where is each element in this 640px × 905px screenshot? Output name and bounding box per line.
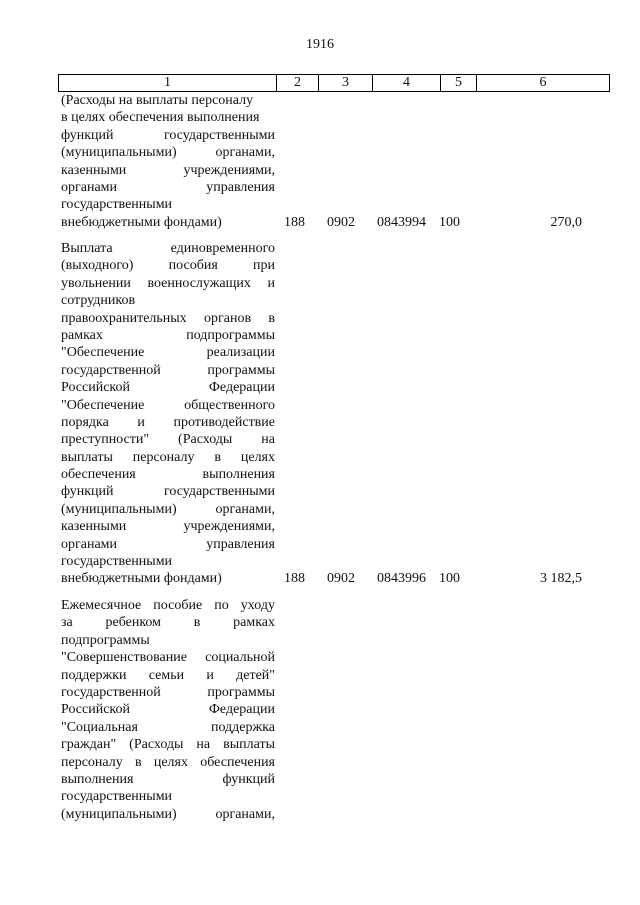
column-header-5: 5 xyxy=(441,75,477,92)
cell-col-2: 188 xyxy=(284,571,305,586)
cell-col-6: 3 182,5 xyxy=(540,571,582,586)
cell-col-2: 188 xyxy=(284,215,305,230)
row-description xyxy=(61,92,275,231)
description-line: граждан" (Расходы на выплаты xyxy=(61,737,275,753)
description-line: внебюджетными фондами) xyxy=(61,214,222,230)
description-line: выплаты персоналу в целях xyxy=(61,449,275,465)
cell-col-6: 270,0 xyxy=(550,215,582,230)
description-line: рамках подпрограммы xyxy=(61,327,275,343)
description-line: персоналу в целях обеспечения xyxy=(61,754,275,770)
description-line: в целях обеспечения выполнения xyxy=(61,110,260,126)
description-line: сотрудников xyxy=(61,293,136,309)
description-line: (выходного) пособия при xyxy=(61,258,275,274)
description-line: Российской Федерации xyxy=(61,702,275,718)
column-header-2: 2 xyxy=(277,75,319,92)
cell-col-5: 100 xyxy=(439,215,460,230)
description-line: внебюджетными фондами) xyxy=(61,571,222,587)
description-line: правоохранительных органов в xyxy=(61,310,275,326)
description-line: увольнении военнослужащих и xyxy=(61,275,275,291)
description-line: за ребенком в рамках xyxy=(61,615,275,631)
row-description xyxy=(61,597,275,823)
page-number: 1916 xyxy=(306,37,334,52)
cell-col-3: 0902 xyxy=(327,571,355,586)
description-line: обеспечения выполнения xyxy=(61,467,275,483)
row-description xyxy=(61,240,275,588)
cell-col-3: 0902 xyxy=(327,215,355,230)
description-line: "Обеспечение общественного xyxy=(61,397,275,413)
description-line: (муниципальными) органами, xyxy=(61,501,275,517)
column-header-table xyxy=(58,74,610,92)
description-line: (муниципальными) органами, xyxy=(61,806,275,822)
column-header-4: 4 xyxy=(373,75,441,92)
description-line: органами управления xyxy=(61,179,275,195)
description-line: государственными xyxy=(61,789,173,805)
description-line: функций государственными xyxy=(61,484,275,500)
cell-col-4: 0843996 xyxy=(377,571,426,586)
description-line: функций государственными xyxy=(61,127,275,143)
description-line: (муниципальными) органами, xyxy=(61,145,275,161)
cell-col-4: 0843994 xyxy=(377,215,426,230)
description-line: казенными учреждениями, xyxy=(61,162,275,178)
column-header-3: 3 xyxy=(319,75,373,92)
description-line: Выплата единовременного xyxy=(61,241,275,256)
description-line: "Социальная поддержка xyxy=(61,719,275,735)
description-line: Российской Федерации xyxy=(61,380,275,396)
description-line: подпрограммы xyxy=(61,632,150,648)
description-line: государственными xyxy=(61,197,173,213)
description-line: государственной программы xyxy=(61,362,275,378)
description-line: государственными xyxy=(61,554,173,570)
description-line: "Совершенствование социальной xyxy=(61,650,275,666)
description-line: Ежемесячное пособие по уходу xyxy=(61,598,275,613)
column-header-6: 6 xyxy=(477,75,610,92)
description-line: органами управления xyxy=(61,536,275,552)
description-line: казенными учреждениями, xyxy=(61,519,275,535)
description-line: выполнения функций xyxy=(61,771,275,787)
description-line: преступности" (Расходы на xyxy=(61,432,275,448)
column-header-row xyxy=(59,75,610,92)
description-line: "Обеспечение реализации xyxy=(61,345,275,361)
cell-col-5: 100 xyxy=(439,571,460,586)
description-line: государственной программы xyxy=(61,684,275,700)
description-line: порядка и противодействие xyxy=(61,414,275,430)
column-header-1: 1 xyxy=(59,75,277,92)
description-line: поддержки семьи и детей" xyxy=(61,667,275,683)
description-line: (Расходы на выплаты персоналу xyxy=(61,93,254,108)
